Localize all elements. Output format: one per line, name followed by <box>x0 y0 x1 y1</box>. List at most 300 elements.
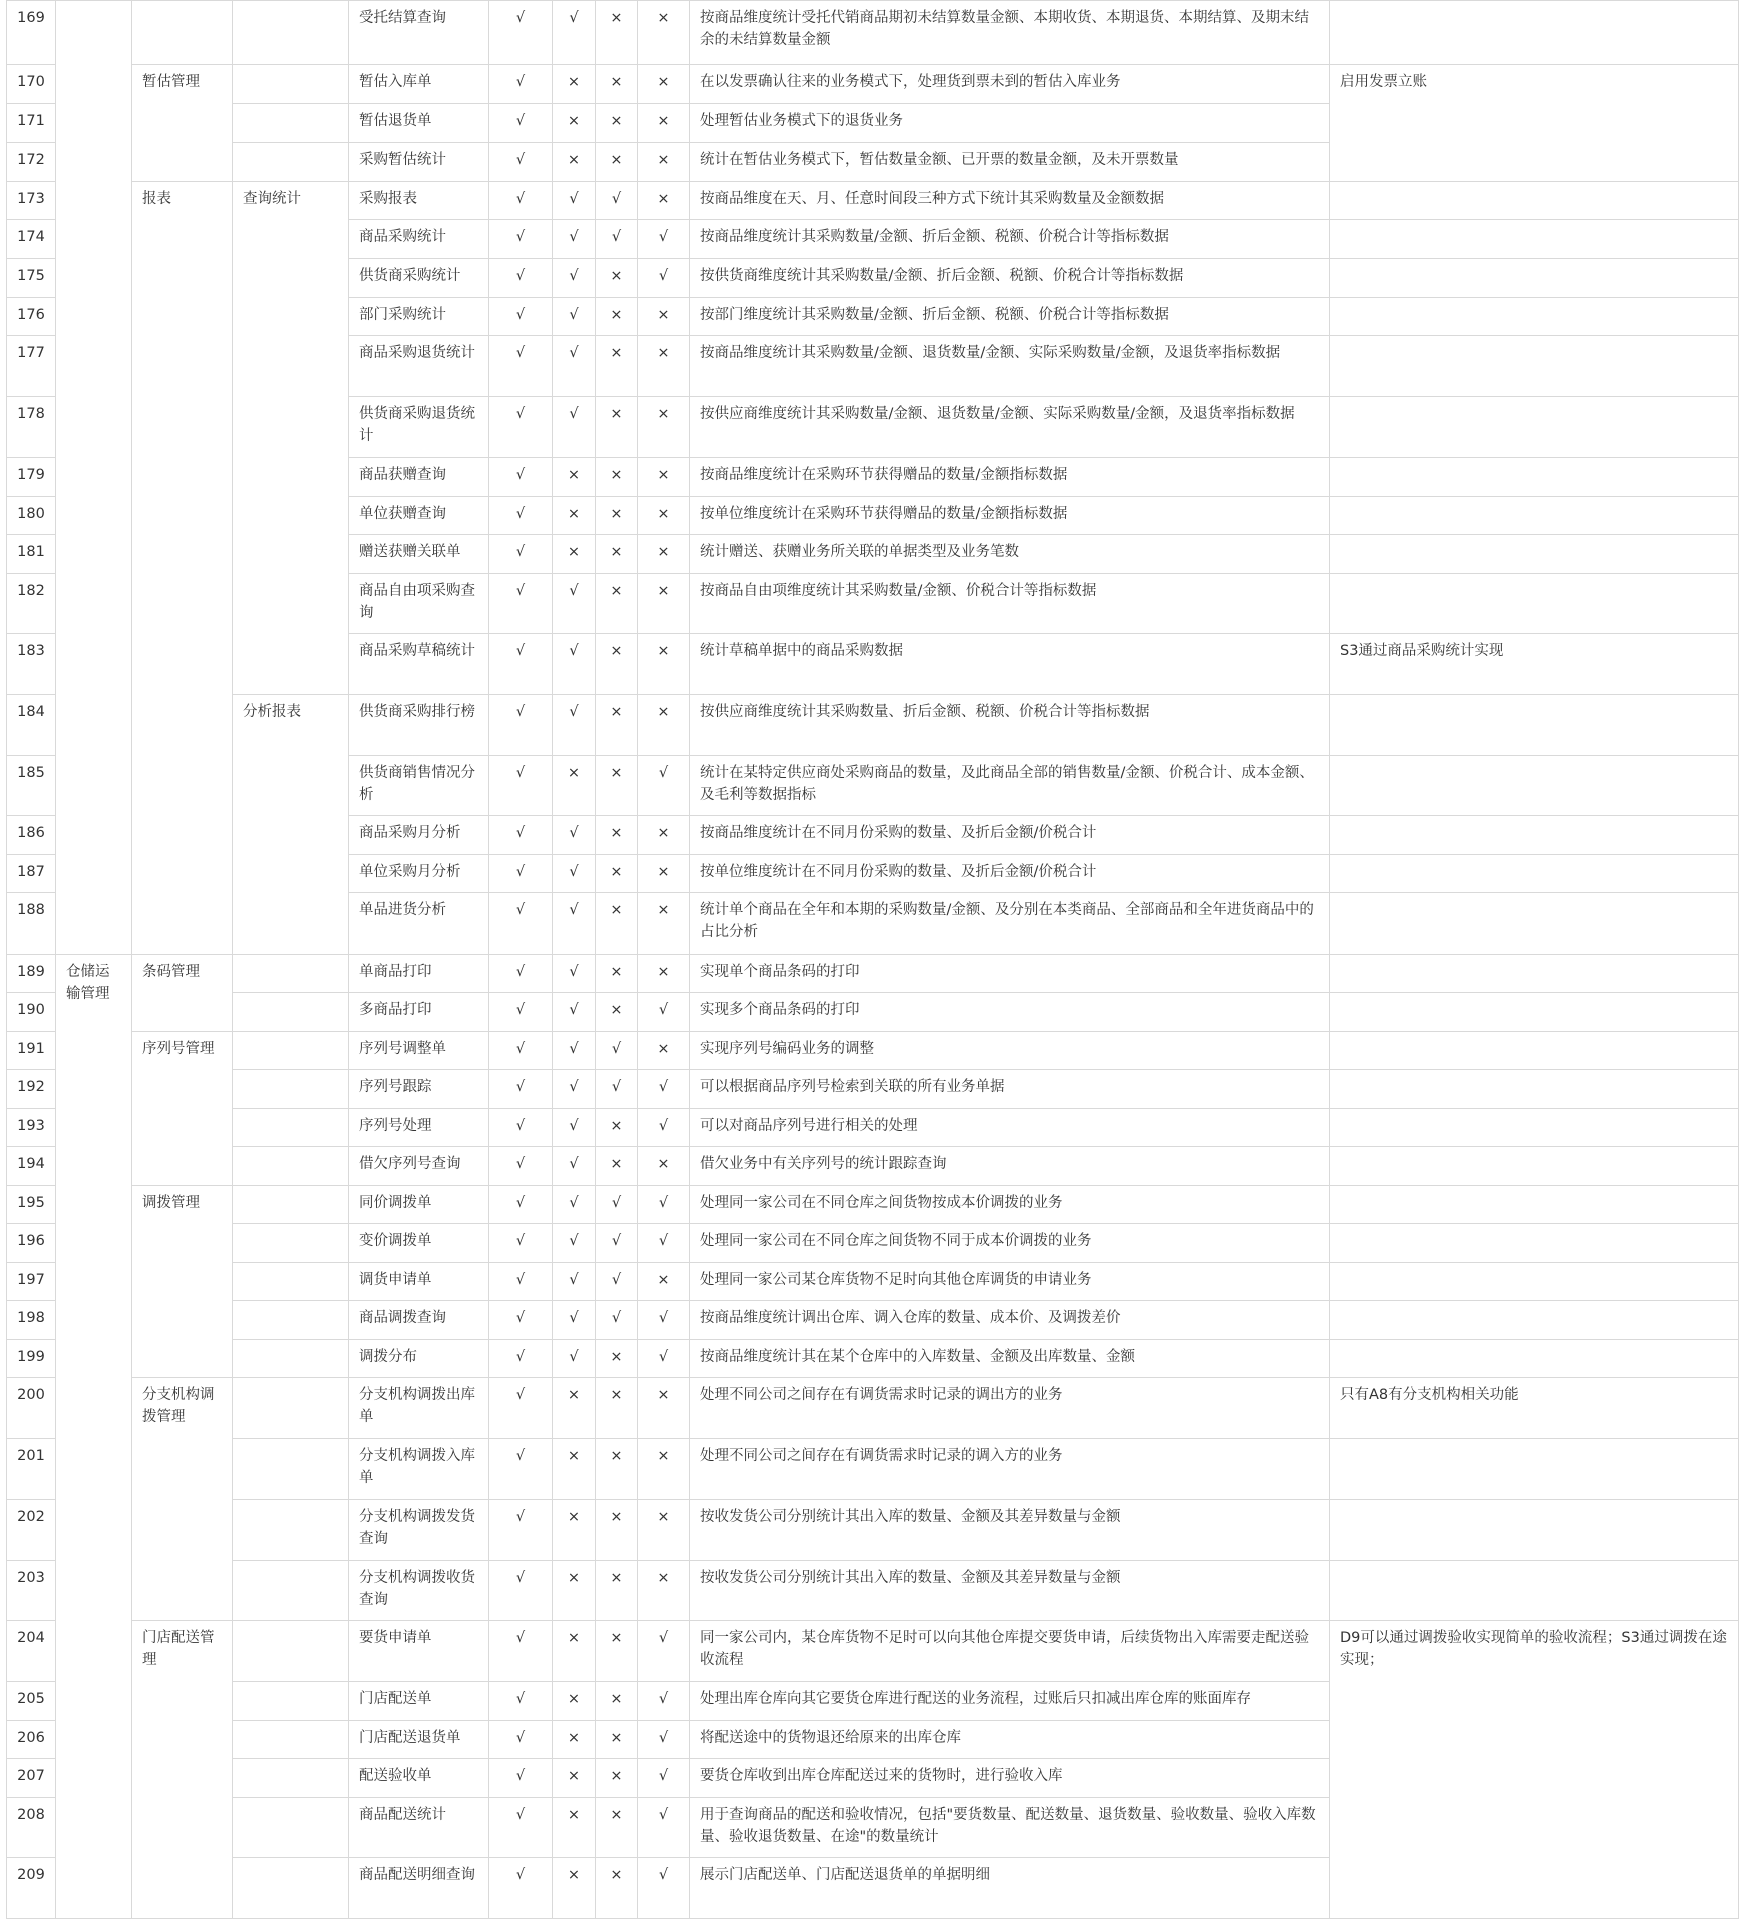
support-mark-cell: √ <box>553 1224 596 1263</box>
support-mark-cell: × <box>596 955 638 993</box>
support-mark-cell: × <box>638 955 690 993</box>
support-mark-cell: √ <box>489 1186 553 1224</box>
row-number-cell: 209 <box>7 1858 56 1919</box>
support-mark-cell: × <box>553 1561 596 1621</box>
row-number-cell: 174 <box>7 220 56 259</box>
support-mark-cell: × <box>638 143 690 182</box>
support-mark-cell: √ <box>489 497 553 535</box>
support-mark-cell: × <box>638 574 690 634</box>
support-mark-cell: √ <box>489 893 553 955</box>
support-mark-cell: × <box>596 1798 638 1858</box>
support-mark-cell: × <box>596 1340 638 1378</box>
support-mark-cell: × <box>596 1378 638 1439</box>
description-cell: 实现多个商品条码的打印 <box>690 993 1330 1032</box>
description-cell: 统计赠送、获赠业务所关联的单据类型及业务笔数 <box>690 535 1330 574</box>
function-name-cell: 采购报表 <box>349 182 489 220</box>
row-number-cell: 198 <box>7 1301 56 1340</box>
support-mark-cell: × <box>638 1147 690 1186</box>
support-mark-cell: √ <box>638 1301 690 1340</box>
support-mark-cell: × <box>596 1109 638 1147</box>
row-number-cell: 179 <box>7 458 56 497</box>
support-mark-cell: × <box>596 1439 638 1500</box>
table-row <box>7 1224 1739 1263</box>
function-name-cell: 单品进货分析 <box>349 893 489 955</box>
remark-cell <box>1330 1340 1739 1378</box>
subgroup-cell <box>233 1439 349 1500</box>
support-mark-cell: √ <box>489 1 553 65</box>
description-cell: 处理不同公司之间存在有调货需求时记录的调出方的业务 <box>690 1378 1330 1439</box>
subgroup-cell <box>233 1500 349 1561</box>
support-mark-cell: × <box>596 497 638 535</box>
support-mark-cell: × <box>638 1561 690 1621</box>
support-mark-cell: × <box>638 298 690 336</box>
support-mark-cell: √ <box>638 993 690 1032</box>
table-row <box>7 955 1739 993</box>
support-mark-cell: × <box>596 1147 638 1186</box>
support-mark-cell: √ <box>489 1721 553 1759</box>
description-cell: 可以根据商品序列号检索到关联的所有业务单据 <box>690 1070 1330 1109</box>
support-mark-cell: √ <box>553 574 596 634</box>
function-name-cell: 暂估退货单 <box>349 104 489 143</box>
subgroup-cell <box>233 1032 349 1070</box>
description-cell: 按供应商维度统计其采购数量/金额、退货数量/金额、实际采购数量/金额，及退货率指标数据 <box>690 397 1330 458</box>
row-number-cell: 205 <box>7 1682 56 1721</box>
description-cell: 按商品维度统计在采购环节获得赠品的数量/金额指标数据 <box>690 458 1330 497</box>
support-mark-cell: × <box>638 634 690 695</box>
support-mark-cell: × <box>596 1759 638 1798</box>
support-mark-cell: √ <box>489 1340 553 1378</box>
subgroup-cell <box>233 65 349 104</box>
support-mark-cell: √ <box>638 1682 690 1721</box>
support-mark-cell: √ <box>489 1798 553 1858</box>
support-mark-cell: × <box>596 756 638 816</box>
support-mark-cell: × <box>596 893 638 955</box>
table-row <box>7 1032 1739 1070</box>
support-mark-cell: √ <box>489 1224 553 1263</box>
row-number-cell: 193 <box>7 1109 56 1147</box>
function-name-cell: 分支机构调拨收货查询 <box>349 1561 489 1621</box>
description-cell: 将配送途中的货物退还给原来的出库仓库 <box>690 1721 1330 1759</box>
remark-cell <box>1330 1439 1739 1500</box>
description-cell: 按商品自由项维度统计其采购数量/金额、价税合计等指标数据 <box>690 574 1330 634</box>
description-cell: 处理暂估业务模式下的退货业务 <box>690 104 1330 143</box>
description-cell: 在以发票确认往来的业务模式下，处理货到票未到的暂估入库业务 <box>690 65 1330 104</box>
remark-cell: 只有A8有分支机构相关功能 <box>1330 1378 1739 1439</box>
function-name-cell: 供货商采购排行榜 <box>349 695 489 756</box>
description-cell: 按商品维度在天、月、任意时间段三种方式下统计其采购数量及金额数据 <box>690 182 1330 220</box>
description-cell: 按收发货公司分别统计其出入库的数量、金额及其差异数量与金额 <box>690 1561 1330 1621</box>
support-mark-cell: √ <box>489 1500 553 1561</box>
group-cell: 分支机构调拨管理 <box>132 1378 233 1621</box>
support-mark-cell: √ <box>553 1070 596 1109</box>
support-mark-cell: √ <box>489 855 553 893</box>
function-name-cell: 采购暂估统计 <box>349 143 489 182</box>
row-number-cell: 176 <box>7 298 56 336</box>
support-mark-cell: × <box>638 65 690 104</box>
row-number-cell: 187 <box>7 855 56 893</box>
subgroup-cell <box>233 1 349 65</box>
function-name-cell: 商品采购退货统计 <box>349 336 489 397</box>
support-mark-cell: √ <box>489 756 553 816</box>
support-mark-cell: √ <box>489 816 553 855</box>
remark-cell <box>1330 955 1739 993</box>
support-mark-cell: √ <box>638 1621 690 1682</box>
description-cell: 按供应商维度统计其采购数量、折后金额、税额、价税合计等指标数据 <box>690 695 1330 756</box>
support-mark-cell: √ <box>638 1858 690 1919</box>
support-mark-cell: √ <box>489 336 553 397</box>
support-mark-cell: √ <box>553 634 596 695</box>
support-mark-cell: √ <box>489 993 553 1032</box>
group-cell: 条码管理 <box>132 955 233 1032</box>
description-cell: 按商品维度统计在不同月份采购的数量、及折后金额/价税合计 <box>690 816 1330 855</box>
remark-cell <box>1330 1032 1739 1070</box>
row-number-cell: 169 <box>7 1 56 65</box>
description-cell: 借欠业务中有关序列号的统计跟踪查询 <box>690 1147 1330 1186</box>
function-name-cell: 分支机构调拨入库单 <box>349 1439 489 1500</box>
support-mark-cell: √ <box>553 1 596 65</box>
table-row <box>7 1439 1739 1500</box>
subgroup-cell <box>233 104 349 143</box>
support-mark-cell: √ <box>638 1109 690 1147</box>
function-name-cell: 商品采购统计 <box>349 220 489 259</box>
remark-cell <box>1330 1561 1739 1621</box>
subgroup-cell <box>233 1224 349 1263</box>
support-mark-cell: √ <box>638 1186 690 1224</box>
support-mark-cell: × <box>638 1378 690 1439</box>
description-cell: 要货仓库收到出库仓库配送过来的货物时，进行验收入库 <box>690 1759 1330 1798</box>
row-number-cell: 185 <box>7 756 56 816</box>
group-cell: 调拨管理 <box>132 1186 233 1378</box>
support-mark-cell: √ <box>638 1224 690 1263</box>
table-row <box>7 1186 1739 1224</box>
subgroup-cell <box>233 1263 349 1301</box>
support-mark-cell: √ <box>489 1032 553 1070</box>
description-cell: 按商品维度统计其在某个仓库中的入库数量、金额及出库数量、金额 <box>690 1340 1330 1378</box>
function-name-cell: 部门采购统计 <box>349 298 489 336</box>
row-number-cell: 181 <box>7 535 56 574</box>
function-name-cell: 调货申请单 <box>349 1263 489 1301</box>
support-mark-cell: × <box>638 336 690 397</box>
function-name-cell: 商品采购月分析 <box>349 816 489 855</box>
table-row <box>7 182 1739 220</box>
remark-cell <box>1330 1147 1739 1186</box>
support-mark-cell: √ <box>553 1109 596 1147</box>
support-mark-cell: √ <box>553 1186 596 1224</box>
subgroup-cell <box>233 1378 349 1439</box>
remark-cell <box>1330 816 1739 855</box>
support-mark-cell: × <box>638 1263 690 1301</box>
subgroup-cell <box>233 1301 349 1340</box>
support-mark-cell: √ <box>596 1186 638 1224</box>
function-name-cell: 变价调拨单 <box>349 1224 489 1263</box>
row-number-cell: 189 <box>7 955 56 993</box>
description-cell: 按单位维度统计在采购环节获得赠品的数量/金额指标数据 <box>690 497 1330 535</box>
support-mark-cell: √ <box>553 220 596 259</box>
function-name-cell: 暂估入库单 <box>349 65 489 104</box>
row-number-cell: 184 <box>7 695 56 756</box>
support-mark-cell: √ <box>489 695 553 756</box>
group-cell: 暂估管理 <box>132 65 233 182</box>
support-mark-cell: × <box>553 1378 596 1439</box>
description-cell: 同一家公司内，某仓库货物不足时可以向其他仓库提交要货申请，后续货物出入库需要走配送验收流程 <box>690 1621 1330 1682</box>
remark-cell <box>1330 1301 1739 1340</box>
support-mark-cell: √ <box>489 1682 553 1721</box>
table-row <box>7 993 1739 1032</box>
support-mark-cell: × <box>596 1621 638 1682</box>
support-mark-cell: √ <box>638 1759 690 1798</box>
support-mark-cell: √ <box>596 1070 638 1109</box>
support-mark-cell: × <box>553 1798 596 1858</box>
support-mark-cell: × <box>553 1858 596 1919</box>
support-mark-cell: × <box>596 816 638 855</box>
remark-cell <box>1330 397 1739 458</box>
row-number-cell: 188 <box>7 893 56 955</box>
row-number-cell: 208 <box>7 1798 56 1858</box>
group-cell: 报表 <box>132 182 233 955</box>
subgroup-cell <box>233 1561 349 1621</box>
remark-cell <box>1330 298 1739 336</box>
feature-comparison-table <box>6 0 1739 1919</box>
subgroup-cell <box>233 1186 349 1224</box>
function-name-cell: 序列号调整单 <box>349 1032 489 1070</box>
support-mark-cell: × <box>638 535 690 574</box>
support-mark-cell: √ <box>489 298 553 336</box>
subgroup-cell <box>233 1721 349 1759</box>
support-mark-cell: √ <box>489 1263 553 1301</box>
support-mark-cell: √ <box>596 1224 638 1263</box>
remark-cell <box>1330 458 1739 497</box>
support-mark-cell: √ <box>553 993 596 1032</box>
support-mark-cell: × <box>596 298 638 336</box>
description-cell: 统计在某特定供应商处采购商品的数量，及此商品全部的销售数量/金额、价税合计、成本金额、及毛利等数据指标 <box>690 756 1330 816</box>
function-name-cell: 供货商销售情况分析 <box>349 756 489 816</box>
support-mark-cell: √ <box>553 1301 596 1340</box>
support-mark-cell: × <box>638 182 690 220</box>
table-row <box>7 1500 1739 1561</box>
table-row <box>7 1561 1739 1621</box>
support-mark-cell: × <box>596 1721 638 1759</box>
row-number-cell: 171 <box>7 104 56 143</box>
support-mark-cell: √ <box>596 1263 638 1301</box>
support-mark-cell: √ <box>489 458 553 497</box>
function-name-cell: 商品调拨查询 <box>349 1301 489 1340</box>
support-mark-cell: √ <box>553 955 596 993</box>
description-cell: 按收发货公司分别统计其出入库的数量、金额及其差异数量与金额 <box>690 1500 1330 1561</box>
remark-cell <box>1330 259 1739 298</box>
support-mark-cell: × <box>596 1 638 65</box>
row-number-cell: 199 <box>7 1340 56 1378</box>
support-mark-cell: √ <box>553 1263 596 1301</box>
row-number-cell: 190 <box>7 993 56 1032</box>
support-mark-cell: × <box>596 1500 638 1561</box>
support-mark-cell: √ <box>489 1070 553 1109</box>
support-mark-cell: √ <box>553 298 596 336</box>
row-number-cell: 196 <box>7 1224 56 1263</box>
support-mark-cell: √ <box>489 535 553 574</box>
support-mark-cell: √ <box>553 1340 596 1378</box>
support-mark-cell: √ <box>553 397 596 458</box>
remark-cell <box>1330 336 1739 397</box>
description-cell: 处理出库仓库向其它要货仓库进行配送的业务流程，过账后只扣减出库仓库的账面库存 <box>690 1682 1330 1721</box>
support-mark-cell: × <box>638 816 690 855</box>
row-number-cell: 197 <box>7 1263 56 1301</box>
remark-cell: S3通过商品采购统计实现 <box>1330 634 1739 695</box>
row-number-cell: 192 <box>7 1070 56 1109</box>
row-number-cell: 202 <box>7 1500 56 1561</box>
table-body <box>7 1 1739 1919</box>
description-cell: 处理同一家公司在不同仓库之间货物不同于成本价调拨的业务 <box>690 1224 1330 1263</box>
row-number-cell: 206 <box>7 1721 56 1759</box>
support-mark-cell: × <box>638 1500 690 1561</box>
module-cell: 仓储运输管理 <box>56 955 132 1919</box>
row-number-cell: 201 <box>7 1439 56 1500</box>
support-mark-cell: √ <box>553 695 596 756</box>
row-number-cell: 203 <box>7 1561 56 1621</box>
description-cell: 按商品维度统计调出仓库、调入仓库的数量、成本价、及调拨差价 <box>690 1301 1330 1340</box>
function-name-cell: 门店配送退货单 <box>349 1721 489 1759</box>
support-mark-cell: × <box>596 259 638 298</box>
support-mark-cell: √ <box>489 65 553 104</box>
subgroup-cell <box>233 1147 349 1186</box>
support-mark-cell: √ <box>489 1759 553 1798</box>
support-mark-cell: √ <box>638 1070 690 1109</box>
support-mark-cell: √ <box>638 1721 690 1759</box>
support-mark-cell: × <box>638 855 690 893</box>
support-mark-cell: √ <box>489 1147 553 1186</box>
remark-cell <box>1330 1263 1739 1301</box>
subgroup-cell <box>233 143 349 182</box>
remark-cell <box>1330 535 1739 574</box>
remark-cell <box>1330 893 1739 955</box>
support-mark-cell: √ <box>489 1439 553 1500</box>
function-name-cell: 赠送获赠关联单 <box>349 535 489 574</box>
description-cell: 按单位维度统计在不同月份采购的数量、及折后金额/价税合计 <box>690 855 1330 893</box>
support-mark-cell: × <box>596 855 638 893</box>
table-row <box>7 1 1739 65</box>
group-cell <box>132 1 233 65</box>
function-name-cell: 单位采购月分析 <box>349 855 489 893</box>
support-mark-cell: √ <box>553 1147 596 1186</box>
table-row <box>7 1147 1739 1186</box>
support-mark-cell: √ <box>553 1032 596 1070</box>
table-row <box>7 1378 1739 1439</box>
subgroup-cell <box>233 1109 349 1147</box>
support-mark-cell: √ <box>489 1561 553 1621</box>
support-mark-cell: √ <box>553 893 596 955</box>
support-mark-cell: × <box>553 1500 596 1561</box>
support-mark-cell: × <box>553 1439 596 1500</box>
description-cell: 按供货商维度统计其采购数量/金额、折后金额、税额、价税合计等指标数据 <box>690 259 1330 298</box>
support-mark-cell: × <box>596 458 638 497</box>
table-row <box>7 1301 1739 1340</box>
description-cell: 统计单个商品在全年和本期的采购数量/金额、及分别在本类商品、全部商品和全年进货商品中的占比分析 <box>690 893 1330 955</box>
support-mark-cell: √ <box>596 220 638 259</box>
support-mark-cell: × <box>596 143 638 182</box>
function-name-cell: 单商品打印 <box>349 955 489 993</box>
support-mark-cell: × <box>638 893 690 955</box>
support-mark-cell: × <box>596 574 638 634</box>
support-mark-cell: × <box>596 336 638 397</box>
description-cell: 处理同一家公司在不同仓库之间货物按成本价调拨的业务 <box>690 1186 1330 1224</box>
support-mark-cell: × <box>553 458 596 497</box>
function-name-cell: 供货商采购退货统计 <box>349 397 489 458</box>
function-name-cell: 商品自由项采购查询 <box>349 574 489 634</box>
support-mark-cell: √ <box>489 1109 553 1147</box>
support-mark-cell: × <box>596 993 638 1032</box>
row-number-cell: 186 <box>7 816 56 855</box>
subgroup-cell: 分析报表 <box>233 695 349 955</box>
row-number-cell: 191 <box>7 1032 56 1070</box>
function-name-cell: 分支机构调拨出库单 <box>349 1378 489 1439</box>
function-name-cell: 商品采购草稿统计 <box>349 634 489 695</box>
support-mark-cell: × <box>553 143 596 182</box>
description-cell: 可以对商品序列号进行相关的处理 <box>690 1109 1330 1147</box>
function-name-cell: 单位获赠查询 <box>349 497 489 535</box>
description-cell: 按部门维度统计其采购数量/金额、折后金额、税额、价税合计等指标数据 <box>690 298 1330 336</box>
row-number-cell: 173 <box>7 182 56 220</box>
support-mark-cell: × <box>596 535 638 574</box>
remark-cell <box>1330 220 1739 259</box>
function-name-cell: 受托结算查询 <box>349 1 489 65</box>
support-mark-cell: √ <box>489 1858 553 1919</box>
support-mark-cell: × <box>596 634 638 695</box>
support-mark-cell: × <box>596 397 638 458</box>
support-mark-cell: × <box>553 65 596 104</box>
table-row <box>7 1263 1739 1301</box>
support-mark-cell: × <box>553 1682 596 1721</box>
support-mark-cell: √ <box>638 1798 690 1858</box>
support-mark-cell: × <box>596 1682 638 1721</box>
row-number-cell: 200 <box>7 1378 56 1439</box>
subgroup-cell <box>233 993 349 1032</box>
table-row <box>7 1621 1739 1682</box>
support-mark-cell: × <box>638 1 690 65</box>
support-mark-cell: √ <box>489 574 553 634</box>
support-mark-cell: √ <box>489 1301 553 1340</box>
function-name-cell: 同价调拨单 <box>349 1186 489 1224</box>
function-name-cell: 序列号跟踪 <box>349 1070 489 1109</box>
description-cell: 展示门店配送单、门店配送退货单的单据明细 <box>690 1858 1330 1919</box>
support-mark-cell: × <box>553 535 596 574</box>
row-number-cell: 194 <box>7 1147 56 1186</box>
group-cell: 序列号管理 <box>132 1032 233 1186</box>
remark-cell <box>1330 1070 1739 1109</box>
function-name-cell: 分支机构调拨发货查询 <box>349 1500 489 1561</box>
row-number-cell: 207 <box>7 1759 56 1798</box>
support-mark-cell: √ <box>489 1378 553 1439</box>
remark-cell: D9可以通过调拨验收实现简单的验收流程；S3通过调拨在途实现； <box>1330 1621 1739 1919</box>
table-row <box>7 1109 1739 1147</box>
support-mark-cell: × <box>638 1439 690 1500</box>
function-name-cell: 借欠序列号查询 <box>349 1147 489 1186</box>
description-cell: 按商品维度统计其采购数量/金额、退货数量/金额、实际采购数量/金额，及退货率指标数据 <box>690 336 1330 397</box>
support-mark-cell: × <box>596 104 638 143</box>
remark-cell <box>1330 574 1739 634</box>
remark-cell <box>1330 497 1739 535</box>
module-cell <box>56 1 132 955</box>
remark-cell <box>1330 1109 1739 1147</box>
support-mark-cell: × <box>553 497 596 535</box>
support-mark-cell: √ <box>489 397 553 458</box>
support-mark-cell: √ <box>489 182 553 220</box>
subgroup-cell: 查询统计 <box>233 182 349 695</box>
function-name-cell: 配送验收单 <box>349 1759 489 1798</box>
support-mark-cell: √ <box>638 1340 690 1378</box>
support-mark-cell: √ <box>553 336 596 397</box>
support-mark-cell: √ <box>553 816 596 855</box>
row-number-cell: 180 <box>7 497 56 535</box>
description-cell: 按商品维度统计其采购数量/金额、折后金额、税额、价税合计等指标数据 <box>690 220 1330 259</box>
